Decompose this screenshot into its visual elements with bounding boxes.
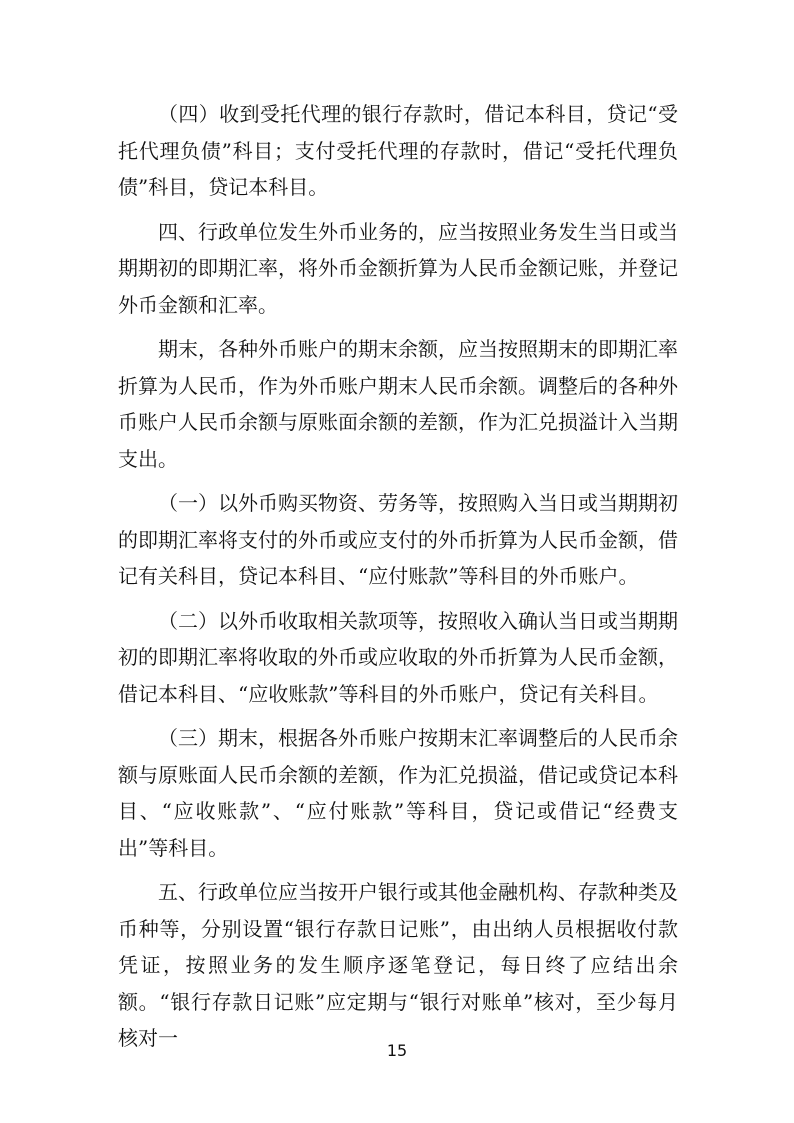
paragraph-3: 期末，各种外币账户的期末余额，应当按照期末的即期汇率折算为人民币，作为外币账户期末人民币余额。调整后的各种外币账户人民币余额与原账面余额的差额，作为汇兑损溢计入当期支出。 bbox=[118, 337, 678, 471]
paragraph-6: （三）期末，根据各外币账户按期末汇率调整后的人民币余额与原账面人民币余额的差额，作为汇兑损溢，借记或贷记本科目、“应收账款”、“应付账款”等科目，贷记或借记“经费支出”等科目。 bbox=[118, 726, 678, 860]
paragraph-2: 四、行政单位发生外币业务的，应当按照业务发生当日或当期期初的即期汇率，将外币金额折算为人民币金额记账，并登记外币金额和汇率。 bbox=[118, 219, 678, 317]
paragraph-5: （二）以外币收取相关款项等，按照收入确认当日或当期期初的即期汇率将收取的外币或应收取的外币折算为人民币金额，借记本科目、“应收账款”等科目的外币账户，贷记有关科目。 bbox=[118, 608, 678, 706]
paragraph-4: （一）以外币购买物资、劳务等，按照购入当日或当期期初的即期汇率将支付的外币或应支付的外币折算为人民币金额，借记有关科目，贷记本科目、“应付账款”等科目的外币账户。 bbox=[118, 491, 678, 588]
document-body bbox=[118, 96, 678, 1065]
paragraph-1: （四）收到受托代理的银行存款时，借记本科目，贷记“受托代理负债”科目；支付受托代理的存款时，借记“受托代理负债”科目，贷记本科目。 bbox=[118, 102, 678, 199]
page-number: 15 bbox=[386, 1041, 408, 1060]
paragraph-7: 五、行政单位应当按开户银行或其他金融机构、存款种类及币种等，分别设置“银行存款日记账”，由出纳人员根据收付款凭证，按照业务的发生顺序逐笔登记，每日终了应结出余额。“银行存款日记账”应定期与“银行对账单”核对，至少每月核对一 bbox=[118, 880, 678, 1050]
